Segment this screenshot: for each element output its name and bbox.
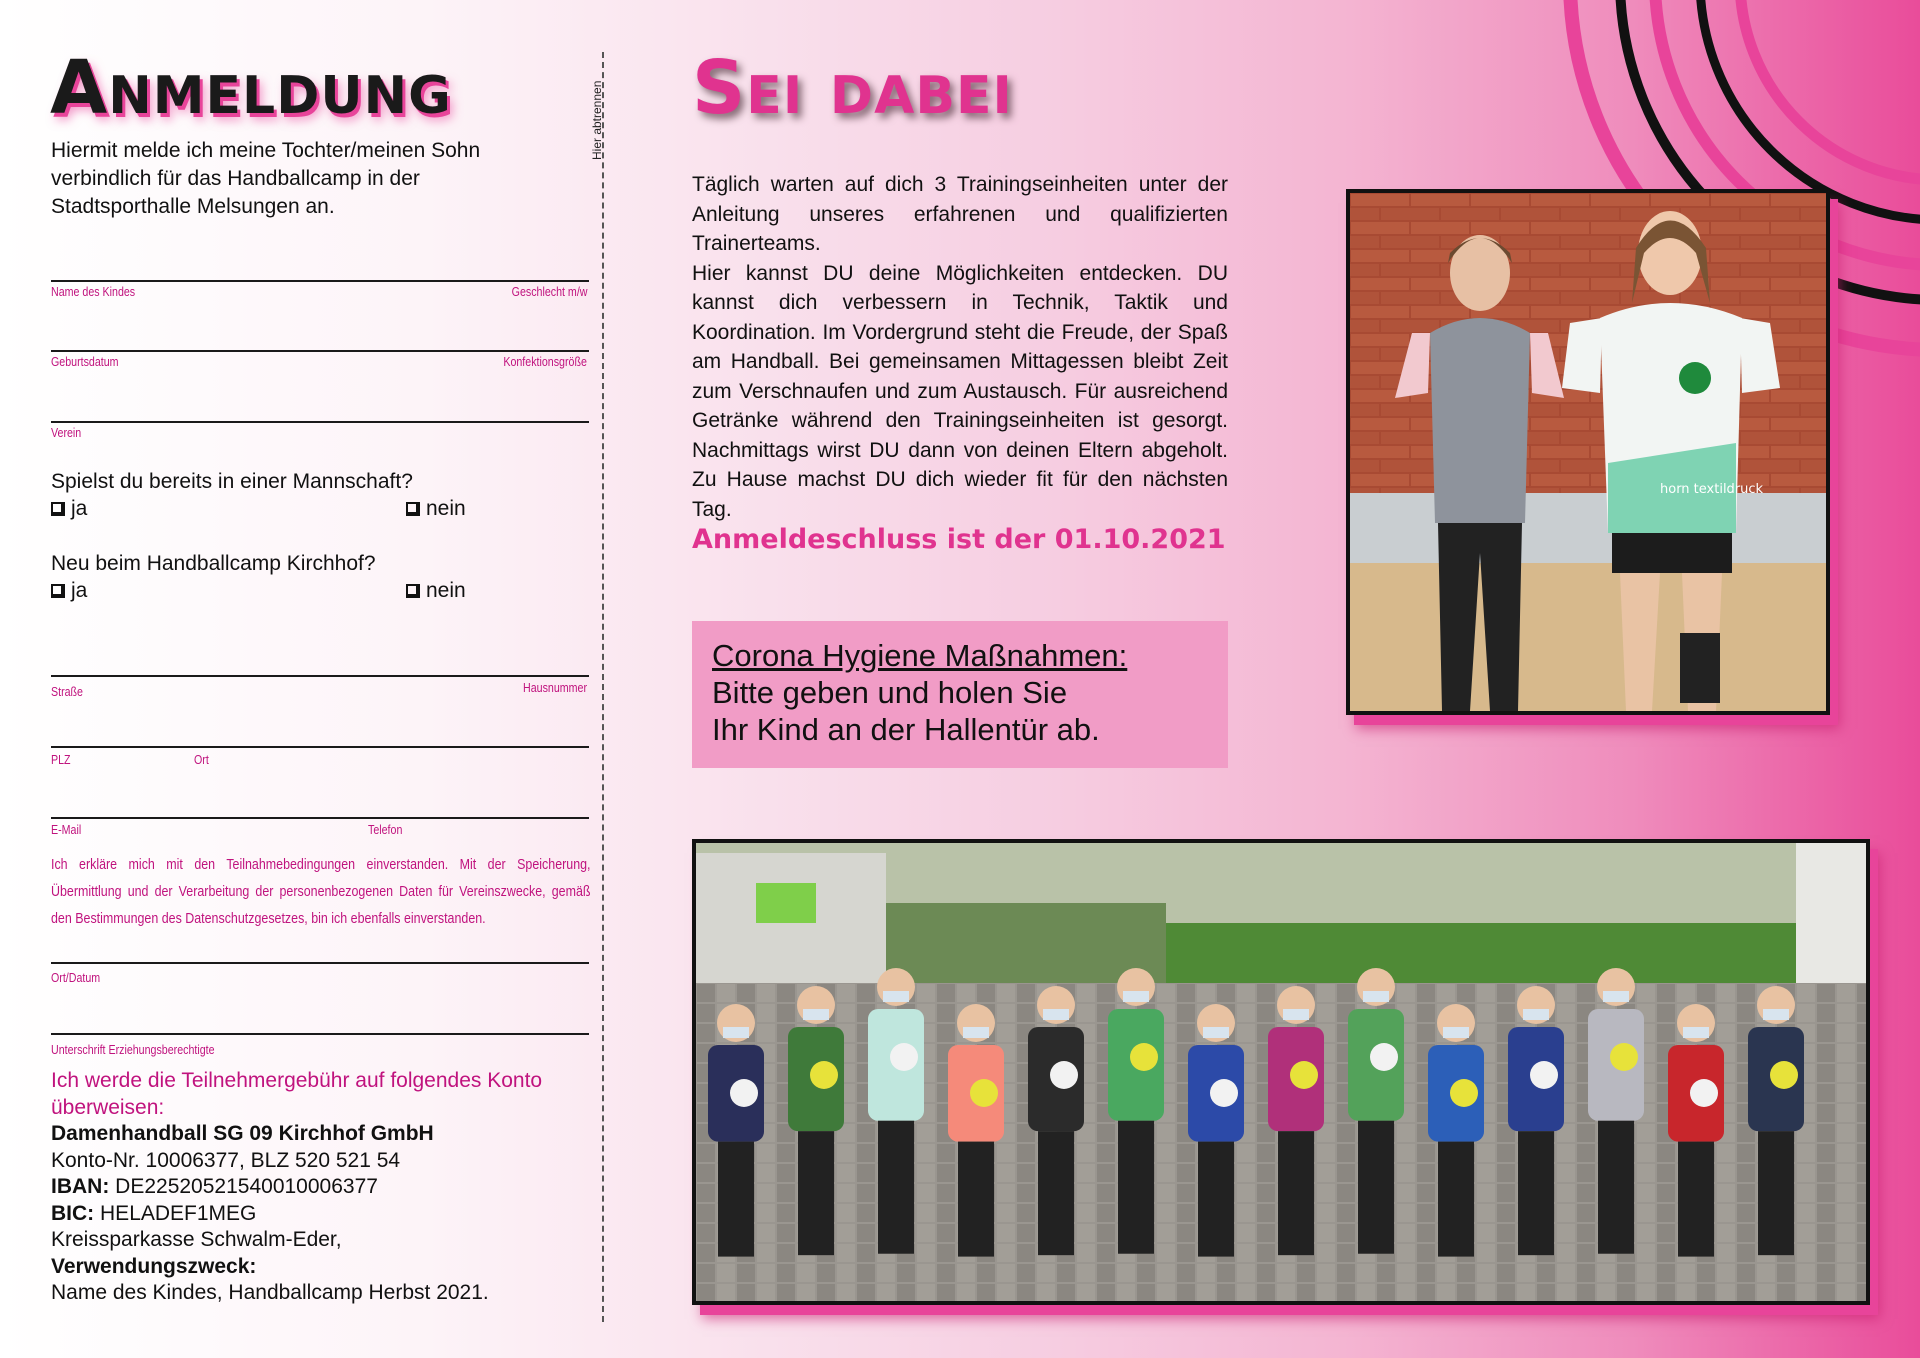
shirt-print: horn textildruck	[1660, 482, 1764, 497]
contact-field-line[interactable]	[51, 817, 589, 819]
players-photo	[1346, 189, 1830, 715]
corona-notice-line-1: Bitte geben und holen Sie	[712, 675, 1068, 710]
corona-notice-line-2: Ihr Kind an der Hallentür ab.	[712, 712, 1100, 747]
birthdate-field-label: Geburtsdatum	[51, 354, 119, 369]
registration-title: Anmeldung	[50, 45, 452, 131]
iban-label: IBAN:	[51, 1175, 110, 1198]
iban-value: DE22520521540010006377	[115, 1175, 378, 1198]
registration-deadline: Anmeldeschluss ist der 01.10.2021	[692, 524, 1226, 555]
checkbox-icon[interactable]	[406, 584, 420, 598]
city-field-label: Ort	[194, 752, 209, 767]
account-holder: Damenhandball SG 09 Kirchhof GmbH	[51, 1122, 434, 1145]
email-field-label: E-Mail	[51, 822, 82, 837]
team-question: Spielst du bereits in einer Mannschaft?	[51, 470, 413, 493]
signature-field-line[interactable]	[51, 1033, 589, 1035]
club-field-line[interactable]	[51, 421, 589, 423]
place-date-field-line[interactable]	[51, 962, 589, 964]
new-camper-no-label: nein	[426, 579, 466, 602]
street-field-label: Straße	[51, 684, 83, 699]
corona-notice-box	[692, 621, 1228, 768]
birthdate-field-line[interactable]	[51, 350, 589, 352]
purpose-label: Verwendungszweck:	[51, 1254, 257, 1278]
data-consent-text: Ich erkläre mich mit den Teilnahmebedingungen einverstanden. Mit der Speicherung, Übermittlung und der Verarbeitung der personenbezogenen Daten für Vereinszwecke, gemäß den Bestimmungen des Datenschutzgesetzes, bin ich ebenfalls einverstanden.	[51, 856, 591, 927]
purpose-value: Name des Kindes, Handballcamp Herbst 2021.	[51, 1281, 489, 1304]
tear-off-label: Hier abtrennen	[590, 80, 604, 160]
bank-details	[51, 1068, 611, 1307]
account-number: Konto-Nr. 10006377, BLZ 520 521 54	[51, 1148, 401, 1172]
team-yes-label: ja	[71, 497, 88, 520]
team-yes-option[interactable]	[51, 496, 87, 522]
players-photo-image	[1350, 193, 1826, 711]
camp-description	[692, 170, 1228, 524]
new-camper-no-option[interactable]	[406, 578, 466, 604]
group-photo-image	[696, 843, 1866, 1301]
name-field-label: Name des Kindes	[51, 284, 136, 299]
checkbox-icon[interactable]	[51, 584, 65, 598]
checkbox-icon[interactable]	[51, 502, 65, 516]
registration-intro: Hiermit melde ich meine Tochter/meinen Sohn verbindlich für das Handballcamp in der Stadtsporthalle Melsungen an.	[51, 139, 481, 218]
new-camper-question: Neu beim Handballcamp Kirchhof?	[51, 552, 376, 575]
street-field-line[interactable]	[51, 675, 589, 677]
club-field-label: Verein	[51, 425, 82, 440]
gender-field-label: Geschlecht m/w	[511, 284, 587, 299]
bic-label: BIC:	[51, 1201, 95, 1225]
name-field-line[interactable]	[51, 280, 589, 282]
signature-field-label: Unterschrift Erziehungsberechtigte	[51, 1042, 215, 1057]
corona-notice-title: Corona Hygiene Maßnahmen:	[712, 638, 1128, 673]
bic-value: HELADEF1MEG	[100, 1201, 257, 1225]
group-photo	[692, 839, 1870, 1305]
bank-name: Kreissparkasse Schwalm-Eder,	[51, 1228, 342, 1251]
team-no-label: nein	[426, 497, 466, 520]
zip-field-label: PLZ	[51, 752, 71, 767]
phone-field-label: Telefon	[368, 822, 403, 837]
bank-heading: Ich werde die Teilnehmergebühr auf folgendes Konto überweisen:	[51, 1069, 543, 1119]
description-paragraph-2: Hier kannst DU deine Möglichkeiten entdecken. DU kannst dich verbessern in Technik, Taktik und Koordination. Im Vordergrund steht die Freude, der Spaß am Handball. Bei gemeinsamen Mittagessen bleibt Zeit zum Verschnaufen und zum Austausch. Für ausreichend Getränke während den Trainingseinheiten ist gesorgt. Nachmittags wirst DU dann von deinen Eltern abgeholt. Zu Hause machst DU dich wieder fit für den nächsten Tag.	[692, 261, 1228, 521]
size-field-label: Konfektionsgröße	[503, 354, 587, 369]
description-paragraph-1: Täglich warten auf dich 3 Trainingseinheiten unter der Anleitung unseres erfahrenen und qualifizierten Trainerteams.	[692, 173, 1228, 255]
sei-dabei-title: Sei dabei	[692, 45, 1013, 131]
checkbox-icon[interactable]	[406, 502, 420, 516]
address-field-line[interactable]	[51, 746, 589, 748]
house-number-field-label: Hausnummer	[523, 680, 587, 695]
team-no-option[interactable]	[406, 496, 466, 522]
new-camper-yes-label: ja	[71, 579, 88, 602]
place-date-field-label: Ort/Datum	[51, 970, 101, 985]
new-camper-yes-option[interactable]	[51, 578, 87, 604]
